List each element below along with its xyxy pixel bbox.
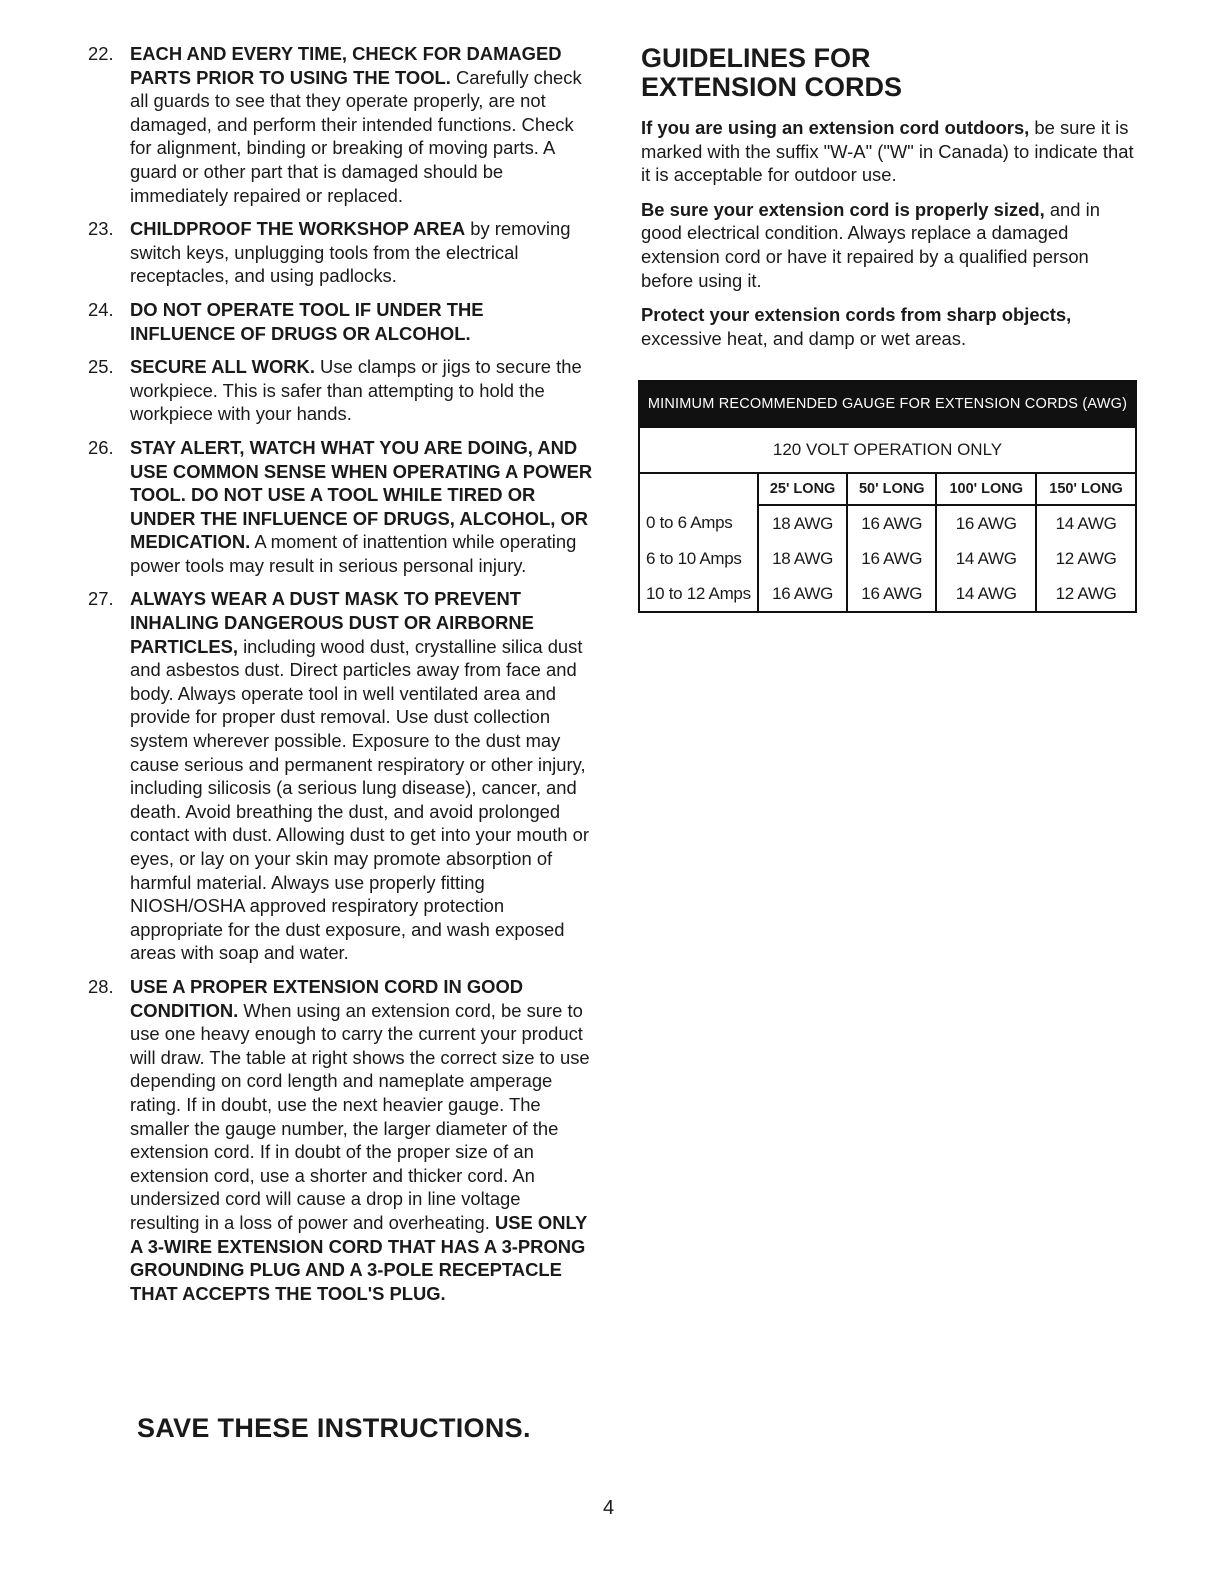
guideline-bold: Be sure your extension cord is properly sized, [641, 198, 1045, 220]
table-row [639, 541, 1136, 576]
rule-number: 23. [88, 218, 114, 240]
rule-28 [88, 975, 593, 1305]
column-header: 25' LONG [758, 473, 847, 505]
rule-23 [88, 217, 593, 288]
save-instructions-heading: SAVE THESE INSTRUCTIONS. [137, 1413, 531, 1443]
rule-text: Carefully check all guards to see that they operate properly, are not damaged, and perform their intended functions. Check for alignment, binding or breaking of moving parts. A guard or other part that is damaged should be immediately repaired or replaced. [130, 66, 582, 206]
column-header: 150' LONG [1036, 473, 1136, 505]
rule-bold-text: CHILDPROOF THE WORKSHOP AREA [130, 218, 466, 240]
rule-bold-text: ALWAYS WEAR A DUST MASK TO PREVENT INHALING DANGEROUS DUST OR AIRBORNE PARTICLES, [130, 588, 534, 657]
row-label: 6 to 10 Amps [639, 541, 758, 576]
guideline-paragraph [641, 198, 1141, 292]
guideline-text: excessive heat, and damp or wet areas. [641, 327, 967, 349]
table-cell: 14 AWG [936, 576, 1036, 612]
rule-bold-text: DO NOT OPERATE TOOL IF UNDER THE INFLUENCE OF DRUGS OR ALCOHOL. [130, 298, 484, 344]
rule-number: 25. [88, 356, 114, 378]
page-number: 4 [603, 1497, 615, 1519]
table-corner-cell [639, 473, 758, 505]
guideline-paragraph [641, 303, 1141, 350]
rule-text: When using an extension cord, be sure to use one heavy enough to carry the current your product will draw. The table at right shows the correct size to use depending on cord length and nameplate amperage rating. If in doubt, use the next heavier gauge. The smaller the gauge number, the larger diameter of the extension cord. If in doubt of the proper size of an extension cord, use a shorter and thicker cord. An undersized cord will cause a drop in line voltage resulting in a loss of power and overheating. [130, 999, 590, 1233]
table-cell: 16 AWG [847, 505, 936, 541]
rule-bold-text-2: USE ONLY A 3-WIRE EXTENSION CORD THAT HAS A 3-PRONG GROUNDING PLUG AND A 3-POLE RECEPTACLE THAT ACCEPTS THE TOOL'S PLUG. [130, 1211, 587, 1304]
table-cell: 14 AWG [1036, 505, 1136, 541]
column-header: 50' LONG [847, 473, 936, 505]
rule-text: including wood dust, crystalline silica dust and asbestos dust. Direct particles away from face and body. Always operate tool in well ventilated area and provide for proper dust removal. Use dust collection system wherever possible. Exposure to the dust may cause serious and permanent respiratory or other injury, including silicosis (a serious lung disease), cancer, and death. Avoid breathing the dust, and avoid prolonged contact with dust. Allowing dust to get into your mouth or eyes, or lay on your skin may promote absorption of harmful material. Always use properly fitting NIOSH/OSHA approved respiratory protection appropriate for the dust exposure, and wash exposed areas with soap and water. [130, 635, 589, 964]
guideline-text: be sure it is marked with the suffix "W-A" ("W" in Canada) to indicate that it is acceptable for outdoor use. [641, 117, 1134, 186]
rule-number: 27. [88, 588, 114, 610]
rule-24 [88, 298, 593, 345]
table-cell: 18 AWG [758, 541, 847, 576]
rule-26 [88, 436, 593, 578]
guideline-text: and in good electrical condition. Always replace a damaged extension cord or have it repaired by a qualified person before using it. [641, 198, 1100, 291]
gauge-table [638, 380, 1137, 613]
guideline-bold: If you are using an extension cord outdoors, [641, 117, 1030, 138]
table-cell: 18 AWG [758, 505, 847, 541]
row-label: 10 to 12 Amps [639, 576, 758, 612]
table-cell: 16 AWG [758, 576, 847, 612]
heading-line-1: GUIDELINES FOR [641, 43, 871, 73]
table-subtitle: 120 VOLT OPERATION ONLY [639, 427, 1136, 473]
row-label: 0 to 6 Amps [639, 505, 758, 541]
guideline-bold: Protect your extension cords from sharp objects, [641, 304, 1072, 326]
rule-bold-text: EACH AND EVERY TIME, CHECK FOR DAMAGED PARTS PRIOR TO USING THE TOOL. [130, 43, 562, 88]
table-row [639, 576, 1136, 612]
table-cell: 16 AWG [847, 576, 936, 612]
rule-bold-text: SECURE ALL WORK. [130, 356, 315, 378]
rule-number: 28. [88, 975, 114, 997]
guidelines-column [641, 44, 1141, 361]
rule-25 [88, 355, 593, 426]
heading-line-2: EXTENSION CORDS [641, 72, 903, 102]
guidelines-heading [641, 44, 1141, 102]
table-row [639, 505, 1136, 541]
column-header: 100' LONG [936, 473, 1036, 505]
table-cell: 12 AWG [1036, 541, 1136, 576]
rule-text: by removing switch keys, unplugging tools from the electrical receptacles, and using padlocks. [130, 218, 571, 287]
rule-number: 26. [88, 436, 114, 458]
rule-number: 24. [88, 298, 114, 320]
rule-22 [88, 42, 593, 207]
table-cell: 12 AWG [1036, 576, 1136, 612]
rule-text: Use clamps or jigs to secure the workpiece. This is safer than attempting to hold the workpiece with your hands. [130, 356, 582, 425]
rule-number: 22. [88, 43, 114, 64]
table-cell: 14 AWG [936, 541, 1036, 576]
safety-rules-column [88, 42, 593, 1315]
rule-27 [88, 587, 593, 965]
rule-bold-text: STAY ALERT, WATCH WHAT YOU ARE DOING, AND USE COMMON SENSE WHEN OPERATING A POWER TOOL. DO NOT USE A TOOL WHILE TIRED OR UNDER THE INFLUENCE OF DRUGS, ALCOHOL, OR MEDICATION. [130, 436, 593, 553]
rule-bold-text: USE A PROPER EXTENSION CORD IN GOOD CONDITION. [130, 975, 524, 1021]
table-title: MINIMUM RECOMMENDED GAUGE FOR EXTENSION CORDS (AWG) [639, 381, 1136, 427]
guideline-paragraph [641, 116, 1141, 187]
rule-text: A moment of inattention while operating power tools may result in serious personal injury. [130, 531, 577, 576]
table-cell: 16 AWG [936, 505, 1036, 541]
table-cell: 16 AWG [847, 541, 936, 576]
